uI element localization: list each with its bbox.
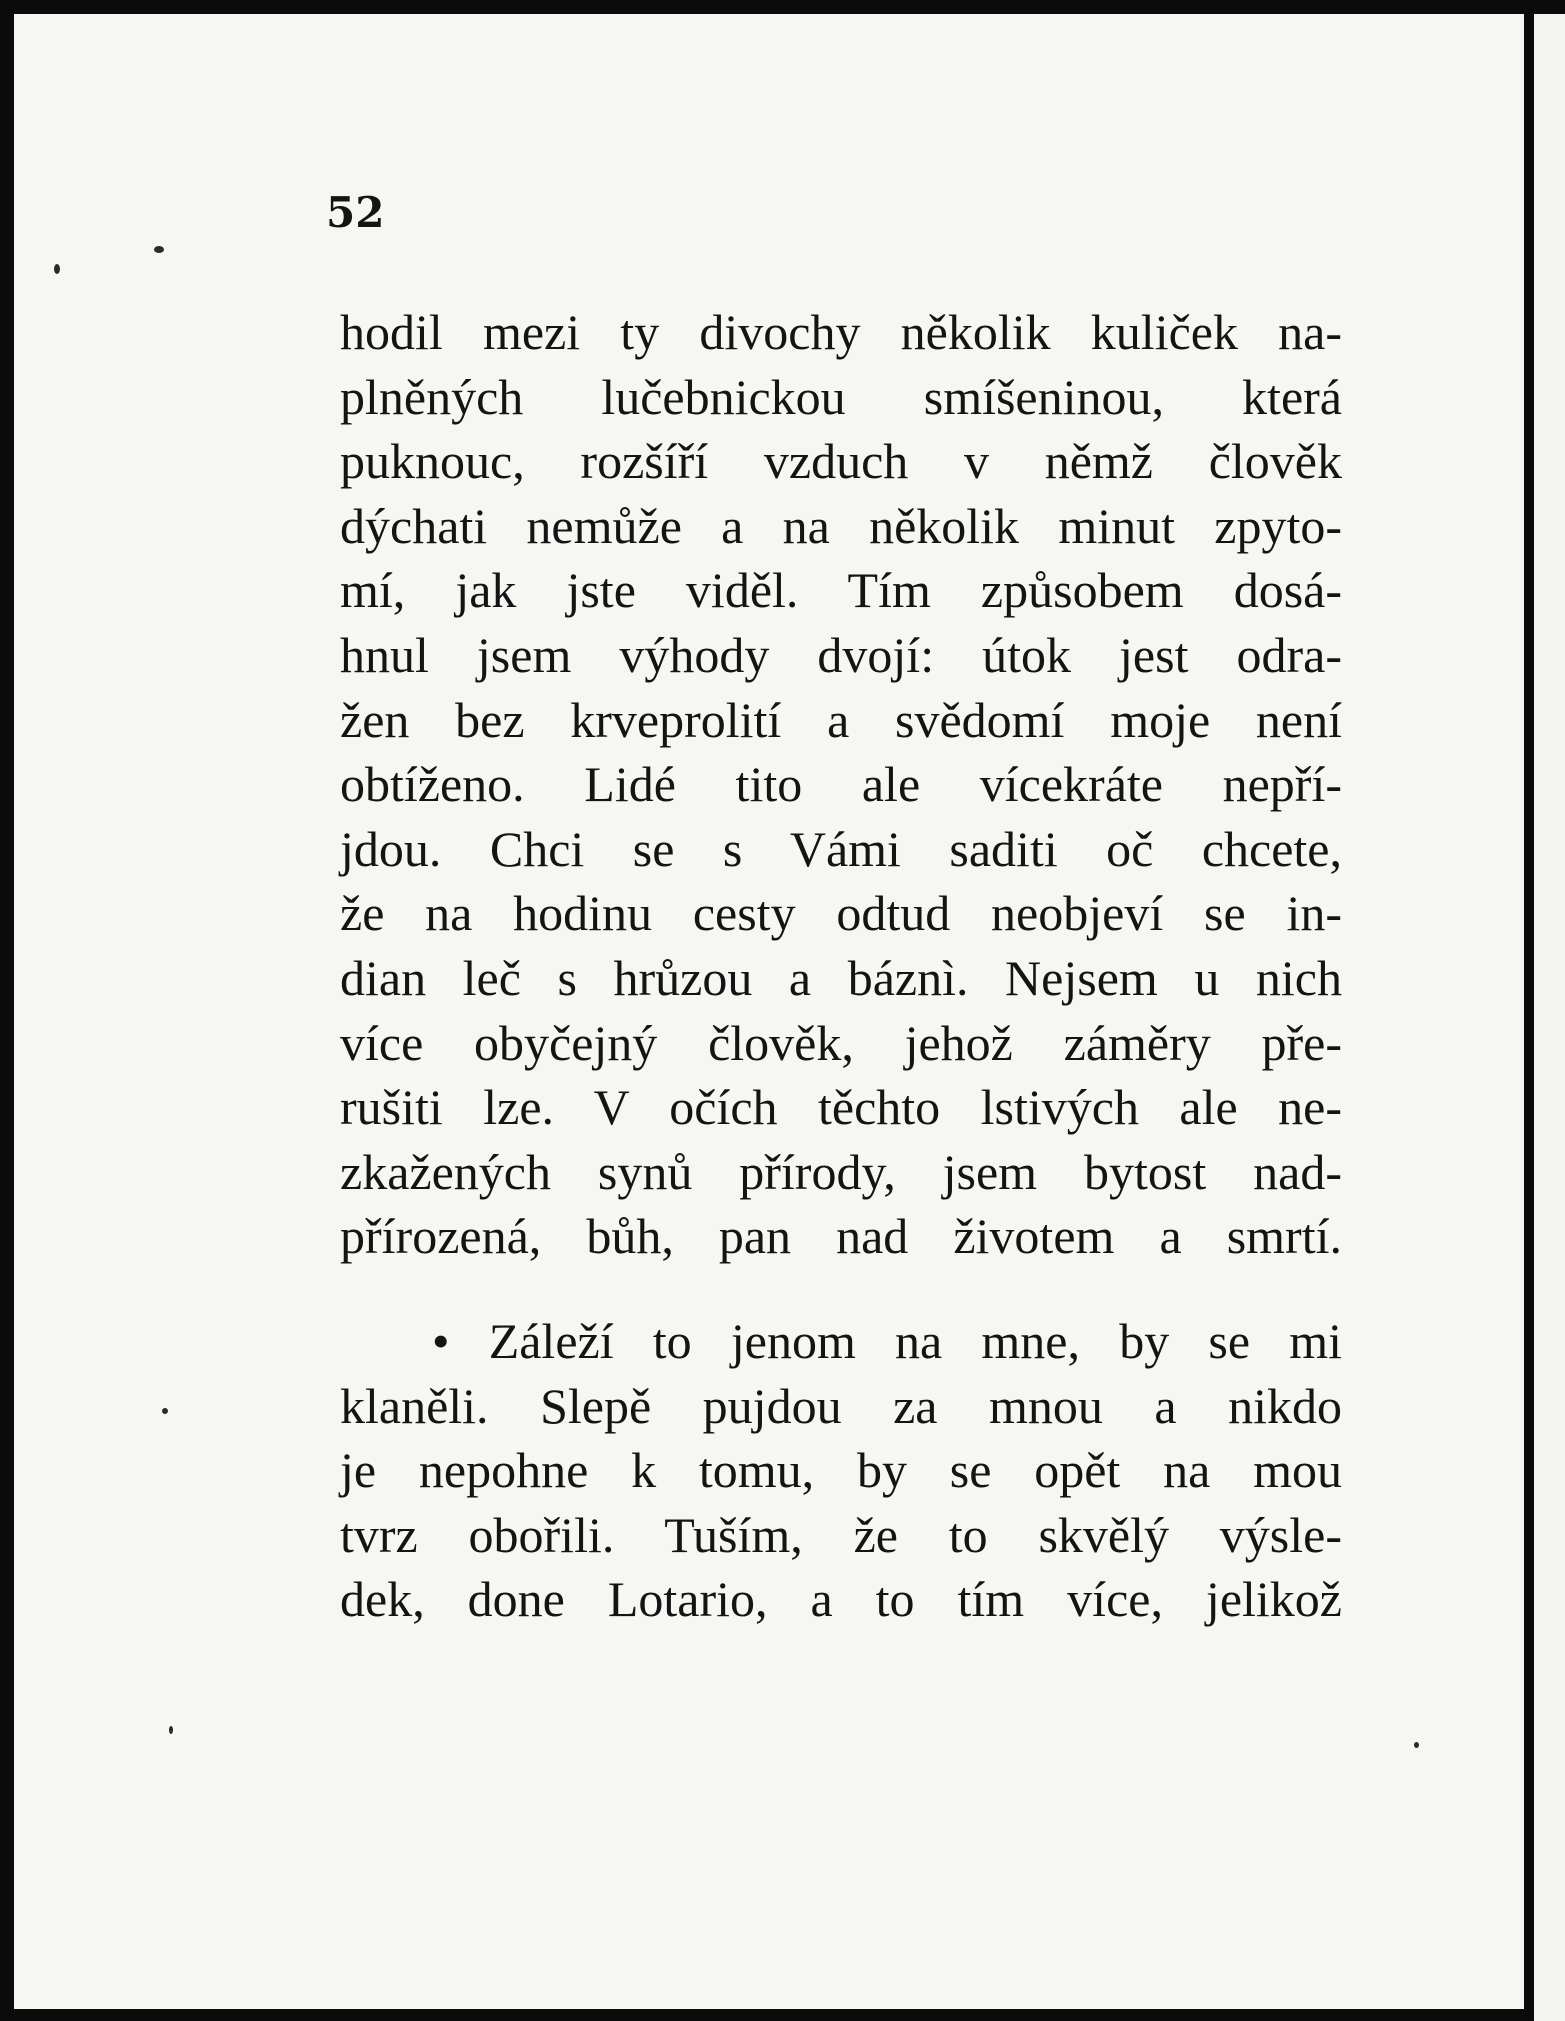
text-line: dýchati nemůže a na několik minut zpyto- <box>340 497 1342 554</box>
page-number: 52 <box>326 188 385 237</box>
text-line: hnul jsem výhody dvojí: útok jest odra- <box>340 626 1342 683</box>
ink-speck <box>162 1408 168 1414</box>
facing-page-edge <box>1534 14 1565 2021</box>
ink-speck <box>169 1726 173 1734</box>
text-line: rušiti lze. V očích těchto lstivých ale ne- <box>340 1079 1342 1136</box>
text-line: žen bez krveprolití a svědomí moje není <box>340 691 1342 748</box>
text-line: dek, done Lotario, a to tím více, jelikož <box>340 1571 1342 1628</box>
text-line: plněných lučebnickou smíšeninou, která <box>340 368 1342 425</box>
text-line: hodil mezi ty divochy několik kuliček na- <box>340 304 1342 360</box>
paragraph <box>340 300 1342 1269</box>
text-line: mí, jak jste viděl. Tím způsobem dosá- <box>340 562 1342 619</box>
text-line: jdou. Chci se s Vámi saditi oč chcete, <box>340 820 1342 877</box>
text-line: klaněli. Slepě pujdou za mnou a nikdo <box>340 1377 1342 1434</box>
body-text <box>340 300 1342 1632</box>
ink-speck <box>154 246 164 253</box>
gutter-shadow <box>1524 14 1534 2021</box>
text-line: tvrz obořili. Tuším, že to skvělý výsle- <box>340 1506 1342 1563</box>
text-line: obtíženo. Lidé tito ale vícekráte nepří- <box>340 756 1342 813</box>
paragraph <box>340 1309 1342 1632</box>
paragraph-gap <box>340 1269 1342 1309</box>
text-line: více obyčejný člověk, jehož záměry pře- <box>340 1014 1342 1071</box>
ink-speck <box>1414 1742 1419 1748</box>
ink-speck <box>54 264 60 274</box>
text-line: puknouc, rozšíří vzduch v němž člověk <box>340 433 1342 490</box>
text-line: • Záleží to jenom na mne, by se mi <box>432 1312 1342 1369</box>
text-line: zkažených synů přírody, jsem bytost nad- <box>340 1143 1342 1200</box>
text-line: dian leč s hrůzou a báznì. Nejsem u nich <box>340 949 1342 1006</box>
text-line: že na hodinu cesty odtud neobjeví se in- <box>340 885 1342 942</box>
text-line: přírozená, bůh, pan nad životem a smrtí. <box>340 1208 1342 1265</box>
text-line: je nepohne k tomu, by se opět na mou <box>340 1442 1342 1499</box>
